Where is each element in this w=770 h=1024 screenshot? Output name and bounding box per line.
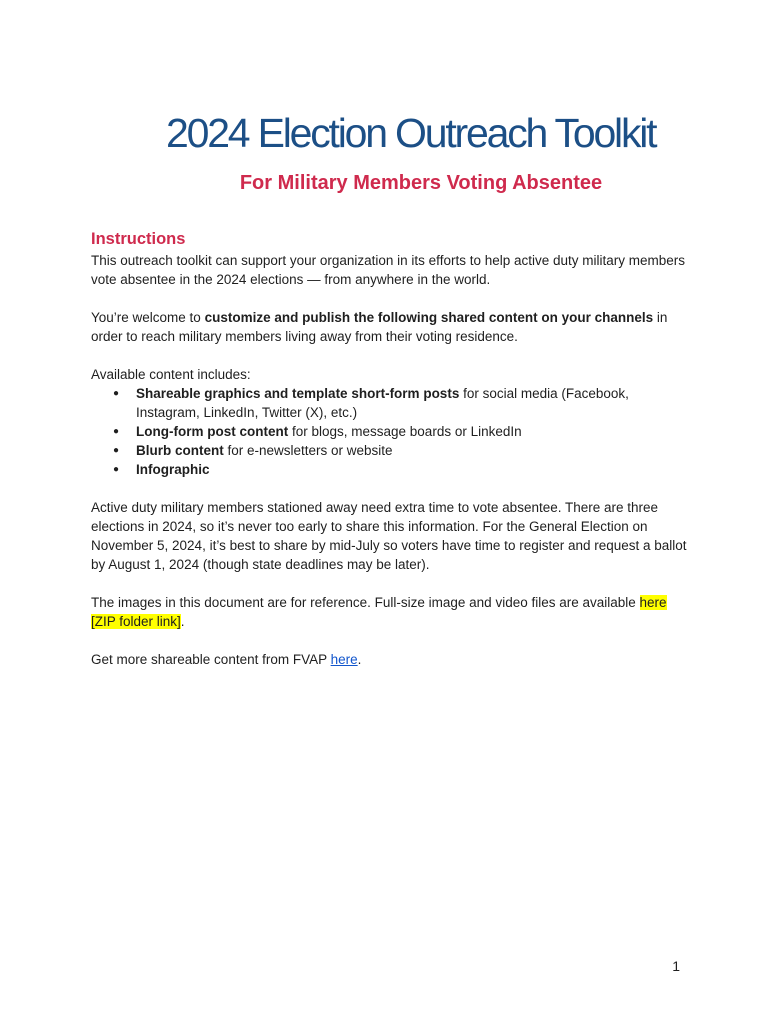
list-item-bold: Shareable graphics and template short-form posts [136,386,460,401]
welcome-prefix: You’re welcome to [91,310,205,325]
list-item [91,460,691,479]
images-text: The images in this document are for reference. Full-size image and video files are available [91,595,640,610]
list-item-bold: Infographic [136,462,210,477]
images-paragraph [91,593,691,631]
available-label: Available content includes: [91,367,251,382]
page-number: 1 [672,958,680,974]
more-end: . [357,652,362,667]
list-item-text: for blogs, message boards or LinkedIn [288,424,522,439]
content-list [91,384,691,479]
list-item-bold: Blurb content [136,443,224,458]
zip-folder-link[interactable]: here [ZIP folder link] [91,595,667,629]
document-title: 2024 Election Outreach Toolkit [166,110,656,156]
more-content-paragraph [91,650,691,669]
list-item-text: for e-newsletters or website [223,443,393,458]
list-item [91,384,691,422]
more-text: Get more shareable content from FVAP [91,652,331,667]
document-subtitle: For Military Members Voting Absentee [239,172,603,194]
welcome-bold: customize and publish the following shared content on your channels [204,310,654,325]
list-item-bold: Long-form post content [136,424,289,439]
section-heading: Instructions [91,230,186,248]
list-item [91,441,691,460]
timing-paragraph: Active duty military members stationed away need extra time to vote absentee. There are three elections in 2024, so it’s never too early to share this information. For the General Election on November 5, 2024, it’s best to share by mid-July so voters have time to register and request a ballot by August 1, 2024 (though state deadlines may be later). [91,500,687,572]
list-item-text: for social media (Facebook, Instagram, LinkedIn, Twitter (X), etc.) [136,386,629,420]
welcome-suffix: in order to reach military members living away from their voting residence. [91,310,668,344]
instructions-section [91,229,691,669]
fvap-link[interactable]: here [330,652,358,667]
images-end: . [180,614,185,629]
welcome-paragraph [91,308,691,346]
list-item [91,422,691,441]
intro-paragraph: This outreach toolkit can support your organization in its efforts to help active duty military members vote absentee in the 2024 elections — from anywhere in the world. [91,253,686,287]
